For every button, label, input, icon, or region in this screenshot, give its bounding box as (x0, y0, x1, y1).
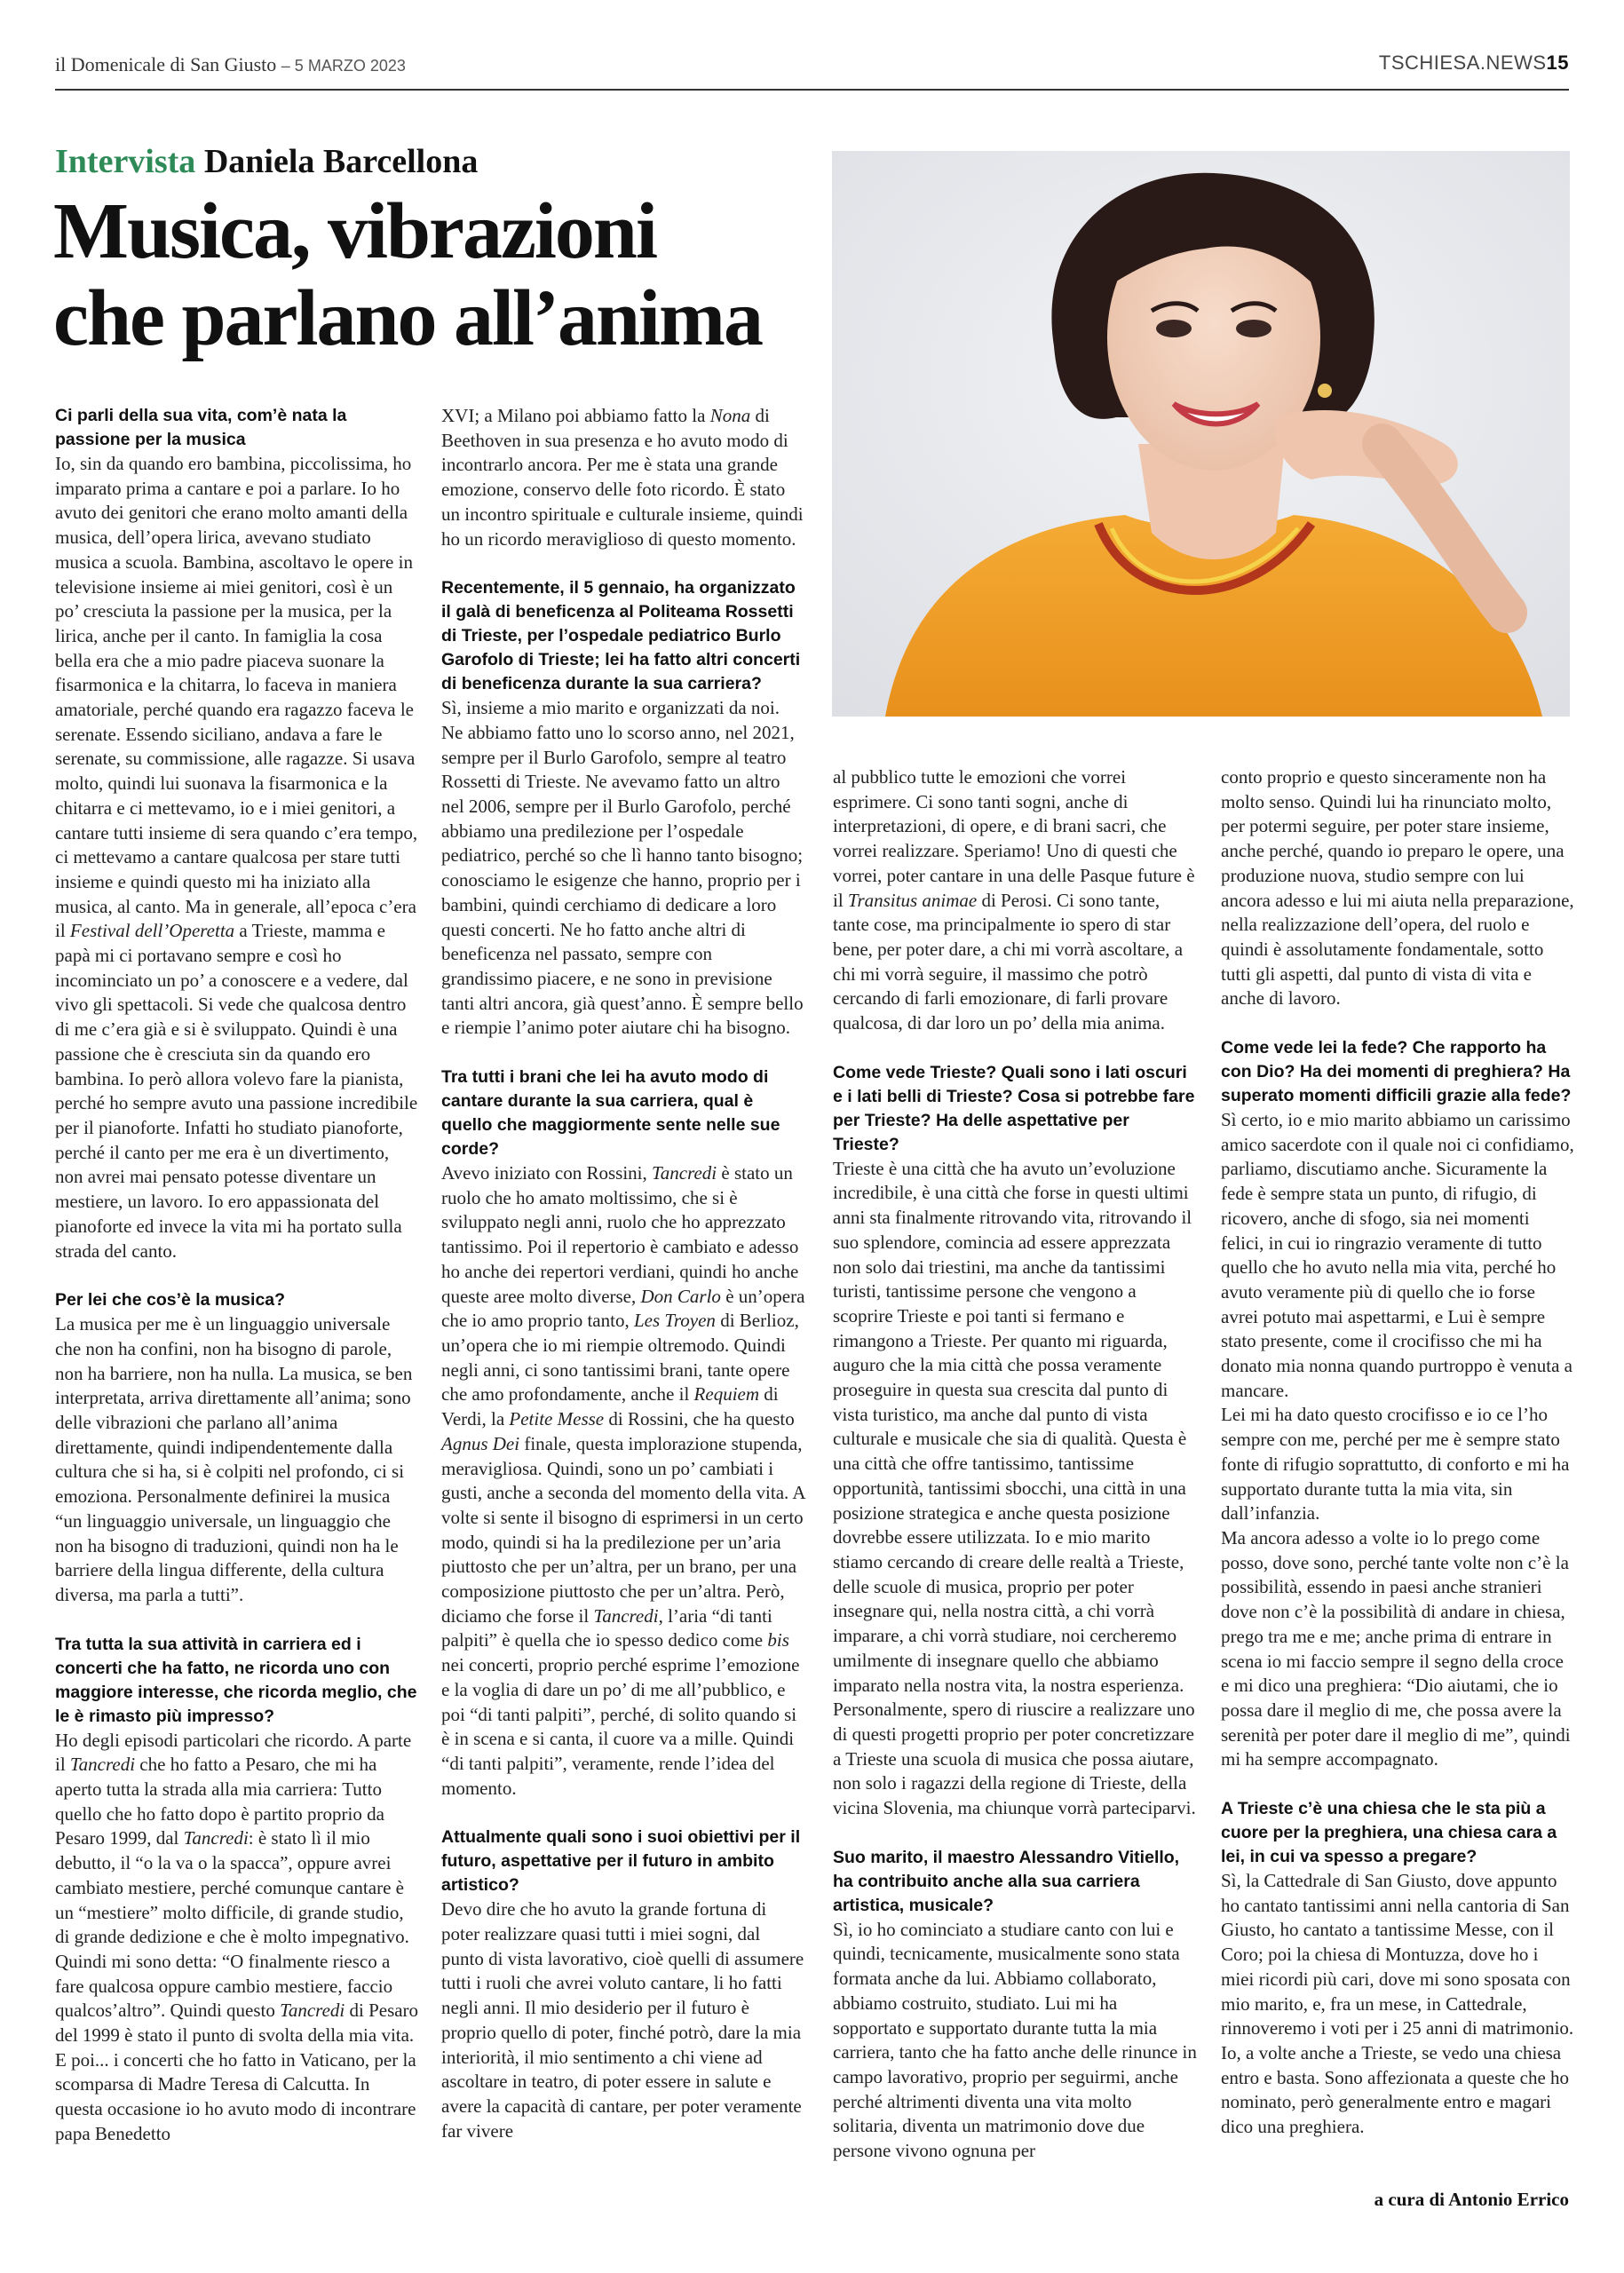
site-and-page (1379, 51, 1569, 75)
answer-7: Trieste è una città che ha avuto un’evoluzione incredibile, è una città che forse in questi ultimi anni sta finalmente ritrovando vita, ritrovando il suo splendore, comincia ad essere apprezzata non solo dai triestini, ma anche da tantissimi turisti, tantissime persone che vengono a scoprire Trieste e poi tanti si fermano e rimangono a Trieste. Per quanto mi riguarda, auguro che la mia città che possa veramente proseguire in questa sua crescita dal punto di vista turistico, ma anche dal punto di vista culturale e musicale che sia di qualità. Questa è una città che offre tantissimo, tantissime opportunità, tantissimi sbocchi, una città in una posizione strategica e anche questa posizione dovrebbe essere utilizzata. Io e mio marito stiamo cercando di creare delle realtà a Trieste, delle scuole di musica, proprio per poter insegnare qui, nella nostra città, a chi vorrà imparare, a chi vorrà studiare, noi cercheremo umilmente di insegnare quello che abbiamo imparato nella nostra vita, la nostra esperienza. Personalmente, spero di riuscire a realizzare uno di questi progetti proprio per poter concretizzare a Trieste una scuola di musica che possa aiutare, non solo i ragazzi della regione di Trieste, della vicina Slovenia, ma chiunque vorrà parteciparvi. (833, 1157, 1196, 1819)
page-header (55, 46, 1569, 91)
question-7: Come vede Trieste? Quali sono i lati oscuri e i lati belli di Trieste? Cosa si potrebbe fare per Trieste? Ha delle aspettative per Trieste? (833, 1062, 1195, 1154)
article-kicker (55, 142, 478, 181)
question-9: Come vede lei la fede? Che rapporto ha con Dio? Ha dei momenti di preghiera? Ha superato momenti difficili grazie alla fede? (1221, 1038, 1572, 1106)
question-3: Tra tutta la sua attività in carriera ed i concerti che ha fatto, ne ricorda uno con maggiore interesse, che ricorda meglio, che le è rimasto più impresso? (55, 1634, 417, 1726)
answer-8-continued: conto proprio e questo sinceramente non ha molto senso. Quindi lui ha rinunciato molto, per potermi seguire, per poter stare insieme, anche perché, quando io preparo le opere, una produzione nuova, studio sempre con lui ancora adesso e lui mi aiuta nella preparazione, nella realizzazione dell’opera, del ruolo e quindi è assolutamente fondamentale, sotto tutti gli aspetti, dal punto di vista di vita e anche di lavoro. (1221, 766, 1574, 1010)
publication-line (55, 53, 406, 76)
text-column-1 (55, 404, 419, 2147)
answer-3-continued: XVI; a Milano poi abbiamo fatto la Nona di Beethoven in sua presenza e ho avuto modo di incontrarlo ancora. Per me è stata una grande emozione, conservo delle foto ricordo. È stato un incontro spirituale e culturale insieme, quindi ho un ricordo meraviglioso di questo momento. (441, 405, 804, 550)
portrait-illustration (832, 151, 1570, 717)
kicker-tag: Intervista (55, 143, 196, 180)
question-10: A Trieste c’è una chiesa che le sta più a cuore per la preghiera, una chiesa cara a lei, in cui va spesso a pregare? (1221, 1799, 1557, 1867)
question-2: Per lei che cos’è la musica? (55, 1290, 286, 1311)
answer-10-part-2: Io, a volte anche a Trieste, se vedo una chiesa entro e basta. Sono affezionata a queste che ho nominato, però generalmente entro e magari dico una preghiera. (1221, 2041, 1570, 2138)
answer-6: Devo dire che ho avuto la grande fortuna di poter realizzare quasi tutti i miei sogni, dal punto di vista lavorativo, cioè quelli di assumere tutti i ruoli che avrei voluto cantare, li ho fatti negli anni. Il mio desiderio per il futuro è proprio quello di poter, finché potrò, dare la mia interiorità, il mio sentimento a chi viene ad ascoltare in teatro, di poter essere in salute e avere la capacità di cantare, per poter veramente far vivere (441, 1898, 804, 2142)
text-column-2 (441, 404, 805, 2143)
answer-1: Io, sin da quando ero bambina, piccolissima, ho imparato prima a cantare e poi a parlare. Io ho avuto dei genitori che erano molto amanti della musica, dell’opera lirica, avevano studiato musica a scuola. Bambina, ascoltavo le opere in televisione insieme ai miei genitori, così è un po’ cresciuta la passione per la musica, per la lirica, anche per il canto. In famiglia la cosa bella era che a mio padre piaceva suonare la fisarmonica e la chitarra, lo faceva in maniera amatoriale, perché quando era ragazzo faceva le serenate. Essendo siciliano, andava a fare le serenate, su commissione, alle ragazze. Si usava molto, quindi lui suonava la fisarmonica e la chitarra e ci mettevamo, io e i miei genitori, a cantare tutti insieme di sera quando c’era tempo, ci mettevamo a cantare qualcosa per stare tutti insieme e quindi questo mi ha iniziato alla musica, al canto. Ma in generale, all’epoca c’era il Festival dell’Operetta a Trieste, mamma e papà mi ci portavano sempre e così ho incominciato un po’ a conoscere e a vedere, dal vivo gli spettacoli. Si vede che qualcosa dentro di me c’era già e si è sviluppato. Quindi è una passione che è cresciuta sin da quando ero bambina. Io però allora volevo fare la pianista, perché ho sempre avuto una passione incredibile per il pianoforte. Infatti ho studiato pianoforte, perché il canto per me era è un divertimento, non avrei mai pensato potesse diventare un mestiere, un lavoro. Io ero appassionata del pianoforte ed invece la vita mi ha portato sulla strada del canto. (55, 453, 418, 1262)
portrait-photo (832, 151, 1570, 717)
answer-2: La musica per me è un linguaggio universale che non ha confini, non ha bisogno di parole, non ha barriere, non ha nulla. La musica, se ben interpretata, arriva direttamente all’anima; sono delle vibrazioni che parlano all’anima direttamente, quindi indipendentemente dalla cultura che si ha, si è colpiti nel profondo, ci si emoziona. Personalmente definirei la musica “un linguaggio universale, un linguaggio che non ha bisogno di traduzioni, quindi non ha le barriere della lingua differente, della cultura diversa, ma parla a tutti”. (55, 1313, 413, 1605)
author-credit: a cura di Antonio Errico (1374, 2189, 1569, 2210)
question-8: Suo marito, il maestro Alessandro Vitiello, ha contribuito anche alla sua carriera artistica, musicale? (833, 1847, 1180, 1915)
answer-5: Avevo iniziato con Rossini, Tancredi è stato un ruolo che ho amato moltissimo, che si è sviluppato negli anni, ruolo che ho apprezzato tantissimo. Poi il repertorio è cambiato e adesso ho anche dei repertori verdiani, quindi ho anche queste aree molto diverse, Don Carlo è un’opera che io amo proprio tanto, Les Troyen di Berlioz, un’opera che io mi riempie oltremodo. Quindi negli anni, ci sono tantissimi brani, tante opere che amo profondamente, anche il Requiem di Verdi, la Petite Messe di Rossini, che ha questo Agnus Dei finale, questa implorazione stupenda, meravigliosa. Quindi, sono un po’ cambiati i gusti, anche a seconda del momento della vita. A volte si sente il bisogno di esprimersi in un certo modo, quindi si ha la predilezione per un’aria piuttosto che per un’altra, per un brano, per una composizione piuttosto che per un’altra. Però, diciamo che forse il Tancredi, l’aria “di tanti palpiti” è quella che io spesso dedico come bis nei concerti, proprio perché esprime l’emozione e la voglia di dare un po’ di me all’pubblico, e poi “di tanti palpiti”, perché, di solito quando si è in scena e si canta, il cuore va a mille. Quindi “di tanti palpiti”, veramente, rende l’idea del momento. (441, 1162, 805, 1799)
publication-name: il Domenicale di San Giusto (55, 53, 277, 75)
answer-9-part-2: Lei mi ha dato questo crocifisso e io ce l’ho sempre con me, perché per me è sempre stato fonte di rifugio soprattutto, di conforto e mi ha supportato durante tutta la mia vita, sin dall’infanzia. (1221, 1404, 1570, 1525)
page-number: 15 (1546, 51, 1569, 74)
headline-line-1: Musica, vibrazioni (53, 187, 656, 275)
question-4: Recentemente, il 5 gennaio, ha organizzato il galà di beneficenza al Politeama Rossetti di Trieste, per l’ospedale pediatrico Burlo Garofolo di Trieste; lei ha fatto altri concerti di beneficenza durante la sua carriera? (441, 578, 801, 694)
kicker-name: Daniela Barcellona (203, 143, 479, 180)
site-name: TSCHIESA.NEWS (1378, 51, 1547, 74)
answer-9-part-1: Sì certo, io e mio marito abbiamo un carissimo amico sacerdote con il quale noi ci confidiamo, parliamo, discutiamo anche. Sicuramente la fede è sempre stata un punto, di rifugio, di ricovero, anche di sfogo, sia nei momenti felici, in cui io ringrazio veramente di tutto quello che ho avuto nella mia vita, perché ho avuto veramente più di quello che io forse avrei potuto mai aspettarmi, e Lui è sempre stato presente, come il crocifisso che mi ha donato mia nonna quando purtroppo è venuta a mancare. (1221, 1109, 1574, 1401)
headline-line-2: che parlano all’anima (53, 274, 763, 362)
answer-10-part-1: Sì, la Cattedrale di San Giusto, dove appunto ho cantato tantissimi anni nella cantoria di San Giusto, ho cantato a tantissime Messe, con il Coro; poi la chiesa di Montuzza, dove ho i miei ricordi più cari, dove mi sono sposata con mio marito, e, fra un mese, in Cattedrale, rinnoveremo i voti per i 25 anni di matrimonio. (1221, 1870, 1574, 2039)
question-1: Ci parli della sua vita, com’è nata la passione per la musica (55, 406, 347, 449)
answer-3: Ho degli episodi particolari che ricordo. A parte il Tancredi che ho fatto a Pesaro, che mi ha aperto tutta la strada alla mia carriera: Tutto quello che ho fatto dopo è partito proprio da Pesaro 1999, dal Tancredi: è stato lì il mio debutto, il “o la va o la spacca”, oppure avrei cambiato mestiere, perché comunque cantare è un “mestiere” molto difficile, di grande studio, di grande dedizione e che è molto impegnativo. Quindi mi sono detta: “O finalmente riesco a fare qualcosa oppure cambio mestiere, faccio qualcos’altro”. Quindi questo Tancredi di Pesaro del 1999 è stato il punto di svolta della mia vita. E poi... i concerti che ho fatto in Vaticano, per la scomparsa di Madre Teresa di Calcutta. In questa occasione io ho avuto modo di incontrare papa Benedetto (55, 1729, 419, 2144)
answer-6-continued: al pubblico tutte le emozioni che vorrei esprimere. Ci sono tanti sogni, anche di interpretazioni, di opere, e di brani sacri, che vorrei realizzare. Speriamo! Uno di questi che vorrei, poter cantare in una delle Pasque future è il Transitus animae di Perosi. Ci sono tante, tante cose, ma principalmente io spero di star bene, per poter dare, a chi mi vorrà ascoltare, a chi mi vorrà seguire, il massimo che potrò cercando di farli emozionare, di farli provare qualcosa, di dar loro un po’ della mia anima. (833, 766, 1195, 1034)
answer-9-part-3: Ma ancora adesso a volte io lo prego come posso, dove sono, perché tante volte non c’è la possibilità, essendo in paesi anche stranieri dove non c’è la possibilità di andare in chiesa, prego tra me e me; anche prima di entrare in scena io mi faccio sempre il segno della croce e mi dico una preghiera: “Dio aiutami, che io possa dare il meglio di me, che possa avere la serenità per poter dare il meglio di me”, quindi mi ha sempre accompagnato. (1221, 1526, 1571, 1770)
question-5: Tra tutti i brani che lei ha avuto modo di cantare durante la sua carriera, qual è quello che maggiormente sente nelle sue corde? (441, 1067, 780, 1160)
text-column-4 (1221, 765, 1576, 2140)
question-6: Attualmente quali sono i suoi obiettivi per il futuro, aspettative per il futuro in ambito artistico? (441, 1827, 801, 1896)
article-headline (53, 188, 817, 362)
publication-date: – 5 MARZO 2023 (281, 57, 406, 75)
answer-4: Sì, insieme a mio marito e organizzati da noi. Ne abbiamo fatto uno lo scorso anno, nel 2021, sempre per il Burlo Garofolo, sempre al teatro Rossetti di Trieste. Ne avevamo fatto un altro nel 2006, sempre per il Burlo Garofolo, perché abbiamo una predilezione per l’ospedale pediatrico, perché so che lì hanno tanto bisogno; conosciamo le esigenze che hanno, proprio per i bambini, quindi cerchiamo di dedicare a loro questi concerti. Ne ho fatto anche altri di beneficenza nel passato, sempre con grandissimo piacere, e ne sono in previsione tanti altri ancora, già quest’anno. È sempre bello e riempie l’animo poter aiutare chi ha bisogno. (441, 697, 804, 1039)
text-column-3 (833, 765, 1197, 2164)
answer-8: Sì, io ho cominciato a studiare canto con lui e quindi, tecnicamente, musicalmente sono stata formata anche da lui. Abbiamo collaborato, abbiamo costruito, studiato. Lui mi ha sopportato e supportato durante tutta la mia carriera, tanto che ha fatto anche delle rinunce in campo lavorativo, proprio per seguirmi, anche perché altrimenti diventa una vita molto solitaria, diventa un matrimonio dove due persone vivono ognuna per (833, 1918, 1197, 2162)
